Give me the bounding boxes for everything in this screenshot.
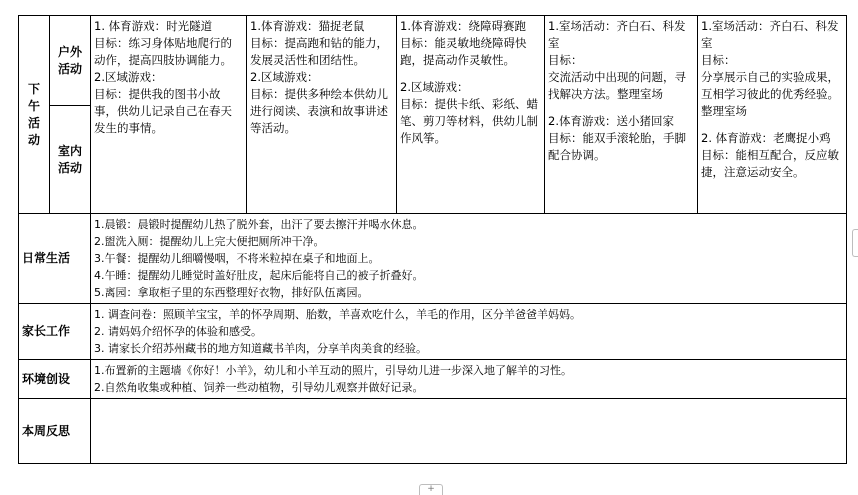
list-item: 2. 请妈妈介绍怀孕的体验和感受。 xyxy=(94,325,262,338)
side-scroll-handle[interactable] xyxy=(852,229,858,257)
activity-line: 2.体育游戏：送小猪回家 xyxy=(548,114,674,128)
activity-line: 分享展示自己的实验成果，互相学习彼此的优秀经验。整理室场 xyxy=(701,70,839,118)
day-cell xyxy=(545,16,698,214)
reflection-label: 本周反思 xyxy=(19,399,91,464)
list-item: 2.自然角收集或种植、饲养一些动植物，引导幼儿观察并做好记录。 xyxy=(94,381,424,394)
label-char: 午 xyxy=(27,98,40,113)
activity-line: 2.区域游戏： xyxy=(400,80,469,94)
daily-life-content xyxy=(91,214,847,304)
activity-line: 目标：提供我的图书小故事，供幼儿记录自己在春天发生的事情。 xyxy=(94,87,232,135)
list-item: 4.午睡：提醒幼儿睡觉时盖好肚皮，起床后能将自己的被子折叠好。 xyxy=(94,269,424,282)
activity-line: 目标：提高跑和钻的能力，发展灵活性和团结性。 xyxy=(250,36,388,67)
list-item: 1. 调查问卷：照顾羊宝宝，羊的怀孕周期、胎数，羊喜欢吃什么，羊毛的作用，区分羊爸爸羊妈妈。 xyxy=(94,308,581,321)
activity-line: 1. 体育游戏：时光隧道 xyxy=(94,19,213,33)
afternoon-activities-label xyxy=(19,16,50,214)
list-item: 1.布置新的主题墙《你好！小羊》，幼儿和小羊互动的照片，引导幼儿进一步深入地了解羊的习性。 xyxy=(94,364,572,377)
activity-line: 交流活动中出现的问题，寻找解决方法。整理室场 xyxy=(548,70,686,101)
list-item: 2.盥洗入厕：提醒幼儿上完大便把厕所冲干净。 xyxy=(94,235,325,248)
afternoon-activities-row xyxy=(19,16,847,106)
activity-line: 目标：能相互配合，反应敏捷，注意运动安全。 xyxy=(701,148,839,179)
spacer xyxy=(701,120,843,130)
weekly-plan-table xyxy=(18,15,847,464)
list-item: 5.离园：拿取柜子里的东西整理好衣物，排好队伍离园。 xyxy=(94,286,369,299)
day-cell xyxy=(397,16,545,214)
label-char: 动 xyxy=(27,132,40,147)
environment-row xyxy=(19,360,847,399)
parent-work-content xyxy=(91,304,847,360)
environment-content xyxy=(91,360,847,399)
list-item: 3.午餐：提醒幼儿细嚼慢咽，不将米粒掉在桌子和地面上。 xyxy=(94,252,380,265)
list-item: 3. 请家长介绍苏州藏书的地方知道藏书羊肉，分享羊肉美食的经验。 xyxy=(94,342,427,355)
list-item: 1.晨锻：晨锻时提醒幼儿热了脱外套，出汗了要去擦汗并喝水休息。 xyxy=(94,218,424,231)
parent-work-label: 家长工作 xyxy=(19,304,91,360)
activity-line: 目标：提供多种绘本供幼儿进行阅读、表演和故事讲述等活动。 xyxy=(250,87,388,135)
reflection-content[interactable] xyxy=(91,399,847,464)
activity-line: 1.体育游戏：绕障碍赛跑 xyxy=(400,19,526,33)
indoor-activities-label: 室内活动 xyxy=(50,106,91,214)
activity-line: 目标：能灵敏地绕障碍快跑，提高动作灵敏性。 xyxy=(400,36,527,67)
label-char: 下 xyxy=(27,81,40,96)
activity-line: 2.区域游戏： xyxy=(94,70,163,84)
activity-line: 1.室场活动：齐白石、科发室 xyxy=(701,19,839,50)
day-cell xyxy=(247,16,397,214)
activity-line: 1.室场活动：齐白石、科发室 xyxy=(548,19,686,50)
label-char: 活 xyxy=(27,115,40,130)
page-tab-handle[interactable]: + xyxy=(419,484,443,495)
activity-line: 目标：能双手滚轮胎，手脚配合协调。 xyxy=(548,131,686,162)
activity-line: 2.区域游戏： xyxy=(250,70,319,84)
outdoor-activities-label: 户外活动 xyxy=(50,16,91,106)
activity-line: 目标： xyxy=(701,53,736,67)
parent-work-row xyxy=(19,304,847,360)
activity-line: 目标： xyxy=(548,53,583,67)
day-cell xyxy=(698,16,847,214)
spacer xyxy=(400,69,541,79)
activity-line: 目标：练习身体贴地爬行的动作，提高四肢协调能力。 xyxy=(94,36,232,67)
reflection-row xyxy=(19,399,847,464)
spacer xyxy=(548,103,694,113)
activity-line: 2. 体育游戏：老鹰捉小鸡 xyxy=(701,131,831,145)
daily-life-row xyxy=(19,214,847,304)
activity-line: 目标：提供卡纸、彩纸、蜡笔、剪刀等材料，供幼儿制作风筝。 xyxy=(400,97,538,145)
day-cell xyxy=(91,16,247,214)
daily-life-label: 日常生活 xyxy=(19,214,91,304)
activity-line: 1.体育游戏：猫捉老鼠 xyxy=(250,19,365,33)
environment-label: 环境创设 xyxy=(19,360,91,399)
